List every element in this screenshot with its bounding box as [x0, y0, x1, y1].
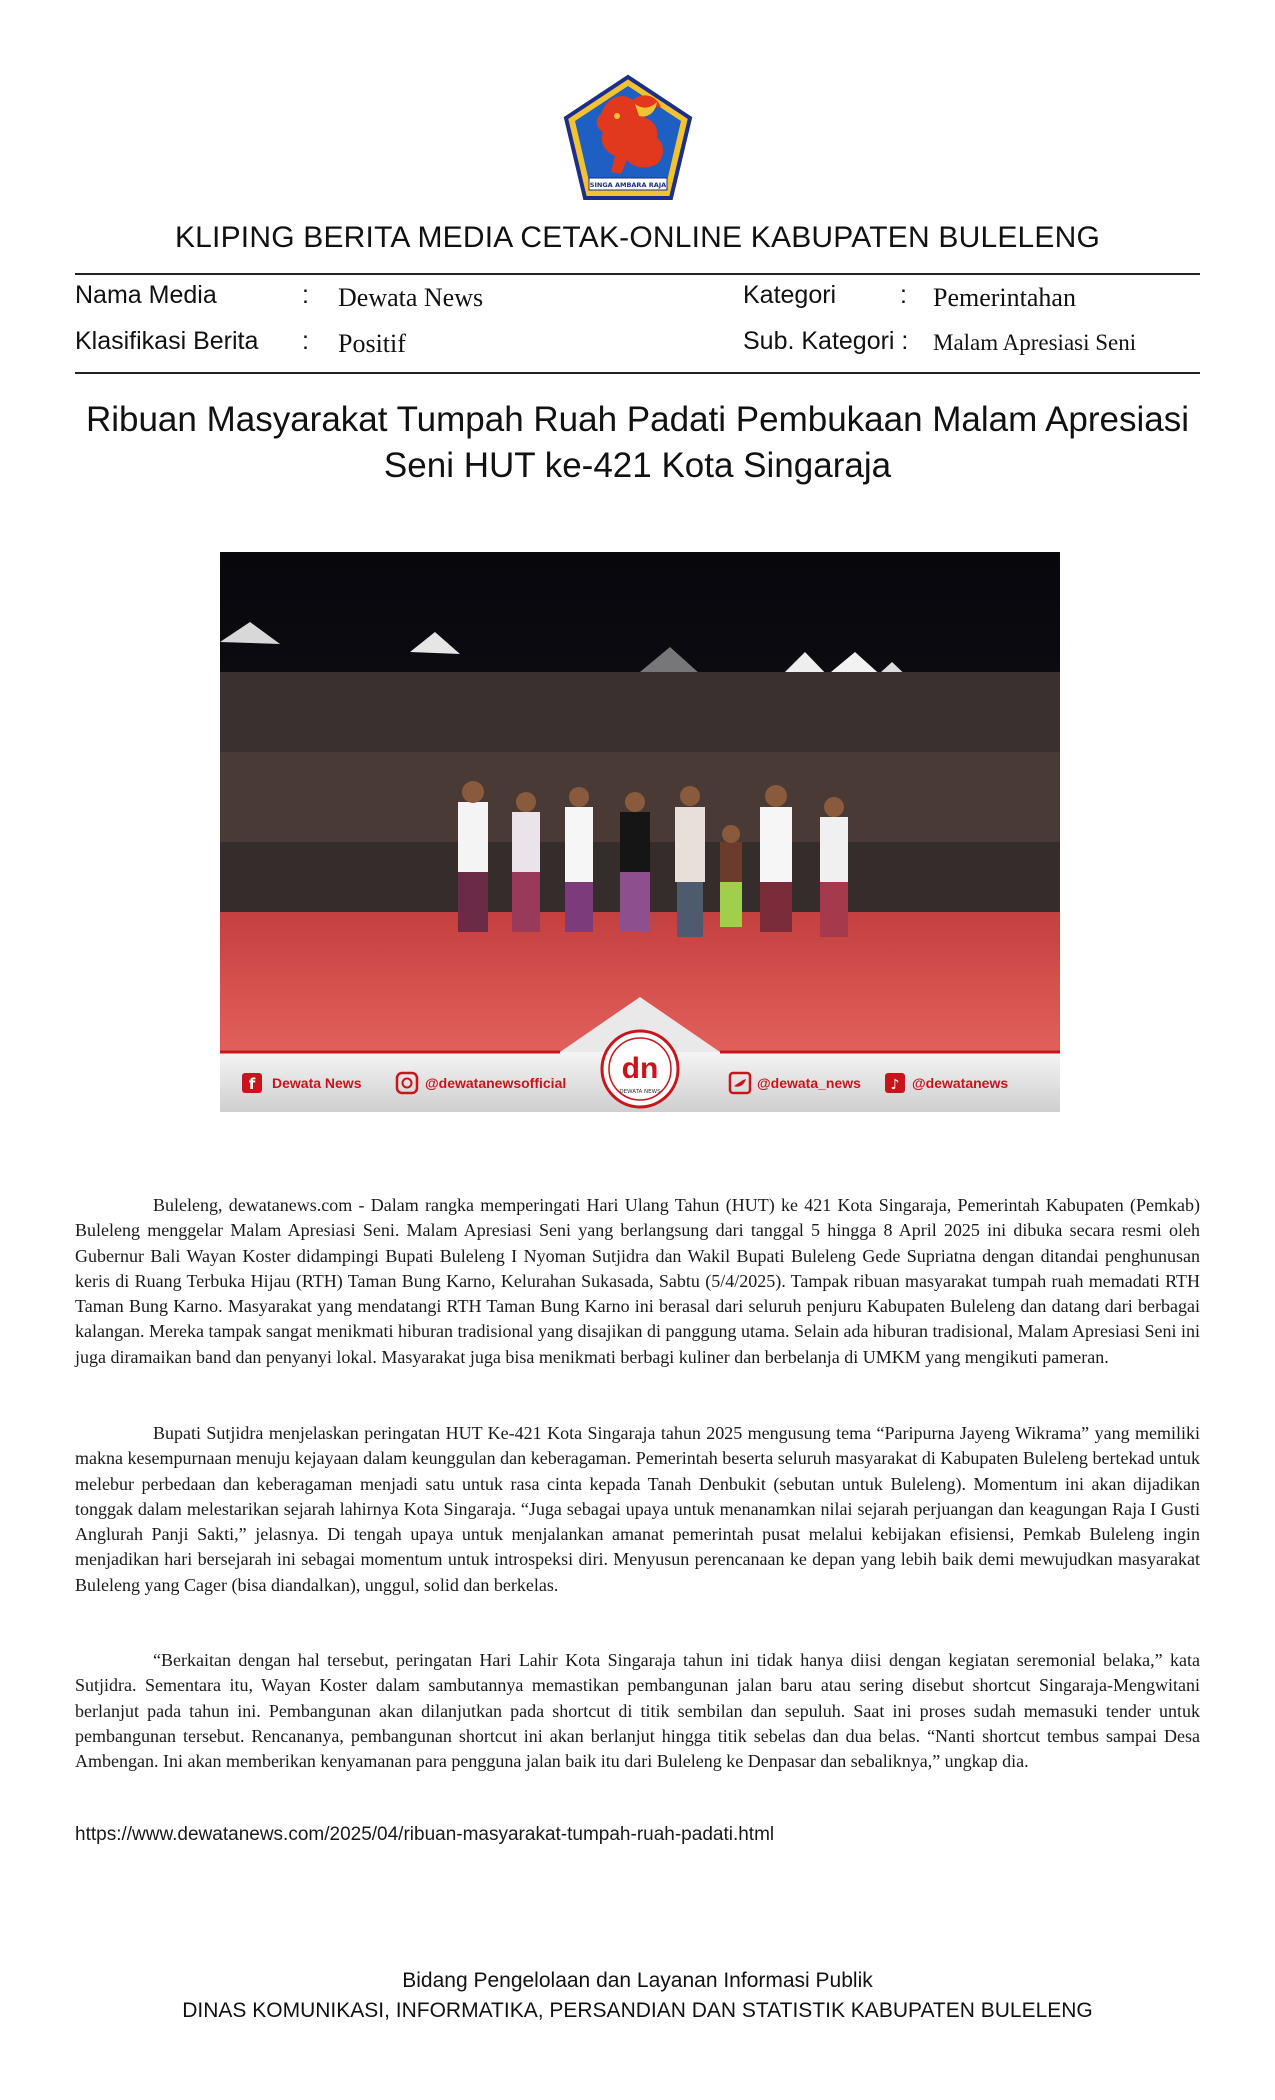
media-name-label: Nama Media [75, 281, 217, 309]
svg-text:♪: ♪ [890, 1077, 900, 1093]
subcategory-label: Sub. Kategori : [743, 327, 909, 355]
media-name-colon: : [302, 281, 309, 309]
media-name-value: Dewata News [338, 283, 484, 312]
twitter-handle: @dewata_news [757, 1075, 861, 1091]
classification-value: Positif [338, 329, 406, 358]
instagram-handle: @dewatanewsofficial [425, 1075, 567, 1091]
badge-logo-text: dn [621, 1052, 659, 1085]
header-top-rule [75, 273, 1200, 275]
badge-subtitle: DEWATA NEWS [619, 1089, 661, 1095]
facebook-handle: Dewata News [272, 1075, 362, 1091]
article-paragraph: Bupati Sutjidra menjelaskan peringatan HUT Ke-421 Kota Singaraja tahun 2025 mengusung tema “Paripurna Jayeng Wikrama” yang memiliki makna kesempurnaan menuju kejayaan dalam keunggulan dan keberagaman. Pemerintah beserta seluruh masyarakat di Kabupaten Buleleng bertekad untuk melebur perbedaan dan keberagaman menjadi satu untuk rasa cinta kepada Tanah Denbukit (sebutan untuk Buleleng). Momentum ini akan dijadikan tonggak dalam melestarikan sejarah lahirnya Kota Singaraja. “Juga sebagai upaya untuk menanamkan nilai sejarah perjuangan dan keagungan Raja I Gusti Anglurah Panji Sakti,” jelasnya. Di tengah upaya untuk menjalankan amanat pemerintah pusat melalui kebijakan efisiensi, Pemkab Buleleng ingin menjadikan hari bersejarah ini sebagai momentum untuk introspeksi diri. Menyusun perencanaan ke depan yang lebih baik demi mewujudkan masyarakat Buleleng yang Cager (bisa diandalkan), unggul, solid dan berkelas. [75, 1423, 1200, 1595]
classification-colon: : [302, 327, 309, 355]
tiktok-handle: @dewatanews [912, 1075, 1009, 1091]
category-label: Kategori [743, 281, 837, 309]
article-paragraph: “Berkaitan dengan hal tersebut, peringatan Hari Lahir Kota Singaraja tahun ini tidak hanya diisi dengan kegiatan seremonial belaka,” kata Sutjidra. Sementara itu, Wayan Koster dalam sambutannya memastikan pembangunan jalan baru atau sering disebut shortcut Singaraja-Mengwitani berlanjut pada tahun ini. Pembangunan akan dilanjutkan pada shortcut di titik sembilan dan sepuluh. Saat ini proses sudah memasuki tender untuk pembangunan tersebut. Rencananya, pembangunan shortcut ini akan berlanjut hingga titik sebelas dan dua belas. “Nanti shortcut tembus sampai Desa Ambengan. Ini akan memberikan kenyamanan para pengguna jalan baik itu dari Buleleng ke Denpasar dan sebaliknya,” ungkap dia. [75, 1650, 1200, 1772]
classification-label: Klasifikasi Berita [75, 327, 259, 355]
dewata-news-badge [602, 1031, 678, 1107]
article-paragraph: Buleleng, dewatanews.com - Dalam rangka memperingati Hari Ulang Tahun (HUT) ke 421 Kota Singaraja, Pemerintah Kabupaten (Pemkab) Buleleng menggelar Malam Apresiasi Seni. Malam Apresiasi Seni yang berlangsung dari tanggal 5 hingga 8 April 2025 ini dibuka secara resmi oleh Gubernur Bali Wayan Koster didampingi Bupati Buleleng I Nyoman Sutjidra dan Wakil Bupati Buleleng Gede Supriatna dengan ditandai penghunusan keris di Ruang Terbuka Hijau (RTH) Taman Bung Karno, Kelurahan Sukasada, Sabtu (5/4/2025). Tampak ribuan masyarakat tumpah ruah memadati RTH Taman Bung Karno. Masyarakat yang mendatangi RTH Taman Bung Karno ini berasal dari seluruh penjuru Kabupaten Buleleng dan datang dari berbagai kalangan. Mereka tampak sangat menikmati hiburan tradisional yang disajikan di panggung utama. Selain ada hiburan tradisional, Malam Apresiasi Seni ini juga diramaikan band dan penyanyi lokal. Masyarakat juga bisa menikmati berbagi kuliner dan berbelanja di UMKM yang mengikuti pameran. [75, 1195, 1200, 1367]
footer-agency: DINAS KOMUNIKASI, INFORMATIKA, PERSANDIAN DAN STATISTIK KABUPATEN BULELENG [182, 1999, 1093, 2022]
header-bottom-rule [75, 372, 1200, 374]
facebook-icon [242, 1073, 262, 1093]
tiktok-icon [885, 1073, 905, 1093]
event-photo [220, 552, 1060, 1112]
clipping-header-title: KLIPING BERITA MEDIA CETAK-ONLINE KABUPATEN BULELENG [174, 221, 1101, 254]
category-value: Pemerintahan [933, 283, 1076, 312]
logo-motto: SINGA AMBARA RAJA [589, 181, 667, 189]
source-url-link[interactable]: https://www.dewatanews.com/2025/04/ribuan-masyarakat-tumpah-ruah-padati.html [75, 1824, 775, 1845]
svg-text:f: f [248, 1075, 256, 1093]
footer-division: Bidang Pengelolaan dan Layanan Informasi Publik [402, 1969, 873, 1992]
category-colon: : [900, 281, 907, 309]
subcategory-value: Malam Apresiasi Seni [933, 330, 1137, 355]
buleleng-emblem-logo [561, 74, 695, 202]
article-title: Ribuan Masyarakat Tumpah Ruah Padati Pembukaan Malam Apresiasi Seni HUT ke-421 Kota Singaraja [85, 400, 1190, 485]
